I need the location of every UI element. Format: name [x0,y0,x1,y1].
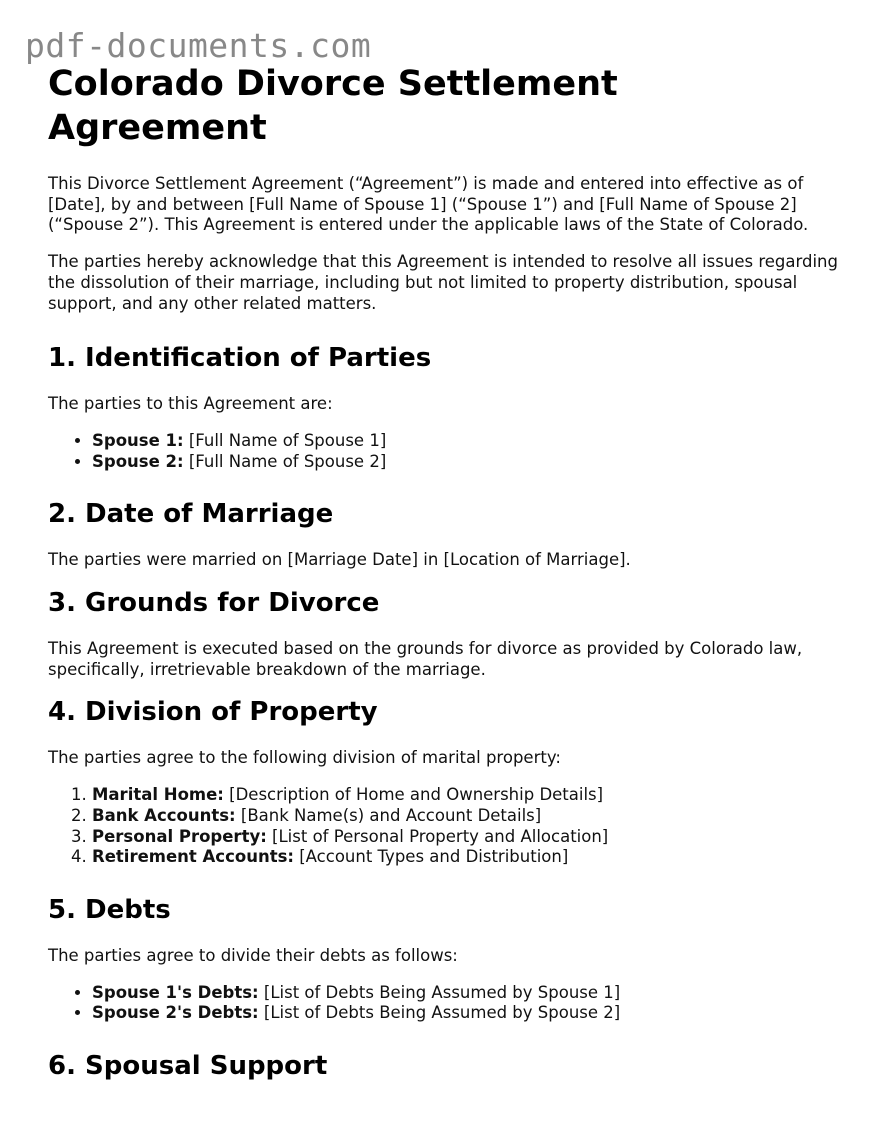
item-label: Spouse 2's Debts: [92,1003,259,1023]
section-heading: 5. Debts [48,894,171,925]
section-heading: 1. Identification of Parties [48,343,432,374]
section-identification [48,342,848,472]
item-value: [List of Personal Property and Allocation] [266,826,609,846]
list-item [92,785,848,806]
list-item [92,827,848,848]
item-label: Spouse 1: [92,430,184,450]
section-date-of-marriage [48,498,848,571]
section-spousal-support [48,1050,848,1082]
list-item [92,806,848,827]
section-debts [48,894,848,1024]
item-value: [Description of Home and Ownership Details] [223,785,604,805]
section-heading: 3. Grounds for Divorce [48,588,380,619]
section-text: The parties were married on [Marriage Date] in [Location of Marriage]. [48,550,631,570]
section-heading: 4. Division of Property [48,697,378,728]
property-list [48,785,848,868]
section-grounds [48,587,848,680]
item-label: Spouse 2: [92,451,184,471]
document [48,58,848,1102]
item-value: [List of Debts Being Assumed by Spouse 1] [258,982,621,1002]
item-value: [Full Name of Spouse 2] [183,451,387,471]
item-value: [Account Types and Distribution] [294,847,569,867]
section-heading: 2. Date of Marriage [48,499,334,530]
intro-paragraph-2: The parties hereby acknowledge that this Agreement is intended to resolve all issues regarding the dissolution of their marriage, including but not limited to property distribution, spousal support, and any other related matters. [48,252,838,313]
section-text: This Agreement is executed based on the grounds for divorce as provided by Colorado law, specifically, irretrievable breakdown of the marriage. [48,639,803,679]
list-item [92,431,848,452]
list-item [92,452,848,473]
section-heading: 6. Spousal Support [48,1051,328,1082]
section-text: The parties agree to the following division of marital property: [48,748,561,768]
section-text: The parties agree to divide their debts as follows: [48,945,458,965]
item-label: Spouse 1's Debts: [92,982,259,1002]
item-label: Retirement Accounts: [92,847,294,867]
item-label: Personal Property: [92,826,267,846]
item-value: [Full Name of Spouse 1] [183,430,387,450]
section-text: The parties to this Agreement are: [48,394,333,414]
debts-list [48,983,848,1024]
parties-list [48,431,848,472]
watermark: pdf-documents.com [25,26,372,65]
item-value: [Bank Name(s) and Account Details] [235,805,542,825]
item-label: Bank Accounts: [92,805,236,825]
item-label: Marital Home: [92,785,224,805]
list-item [92,983,848,1004]
intro-paragraph-1: This Divorce Settlement Agreement (“Agreement”) is made and entered into effective as of [Date], by and between [Full Name of Spouse 1] (“Spouse 1”) and [Full Name of Spouse 2] (“Spouse 2”). This Agreement is entered under the applicable laws of the State of Colorado. [48,174,809,235]
document-title: Colorado Divorce Settlement Agreement [48,64,618,148]
list-item [92,1003,848,1024]
section-division-of-property [48,696,848,868]
list-item [92,847,848,868]
item-value: [List of Debts Being Assumed by Spouse 2] [258,1003,621,1023]
